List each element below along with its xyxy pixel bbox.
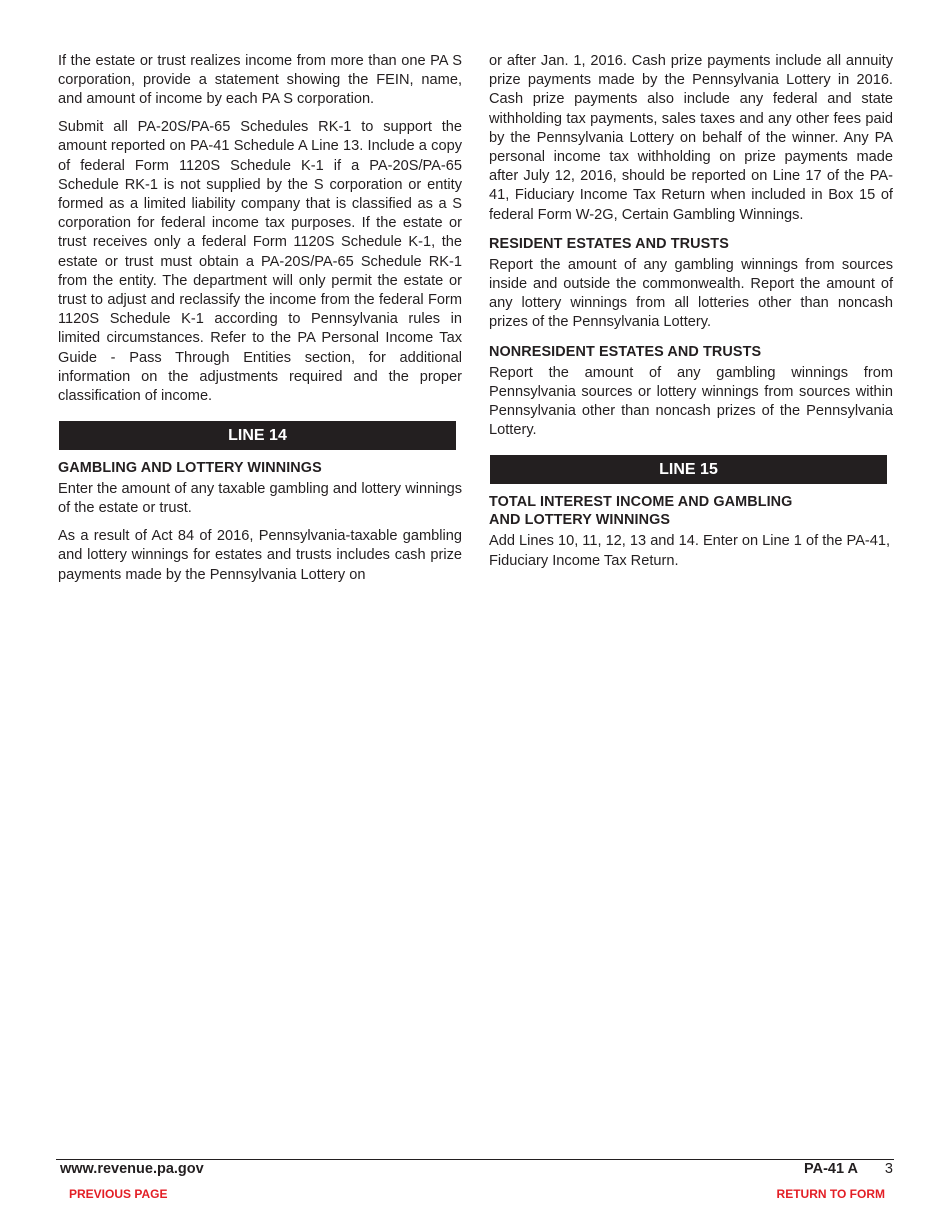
cash-prize-continuation-paragraph: or after Jan. 1, 2016. Cash prize payments include all annuity prize payments made by the Pennsylvania Lottery in 2016. Cash prize payments also include any federal and state withholding tax payments, sales taxes and any other fees paid by the Pennsylvania Lottery on behalf of the winner. Any PA personal income tax withholding on prize payments made after July 12, 2016, should be reported on Line 17 of the PA-41, Fiduciary Income Tax Return when included in Box 15 of federal Form W-2G, Certain Gambling Winnings. [489,53,893,223]
total-interest-heading-line-2: AND LOTTERY WINNINGS [489,512,671,529]
nonresident-estates-heading: NONRESIDENT ESTATES AND TRUSTS [489,343,762,360]
gambling-winnings-paragraph: Enter the amount of any taxable gambling and lottery winnings of the estate or trust. [58,481,462,517]
footer-form-name: PA-41 A [804,1161,858,1177]
s-corp-statement-paragraph: If the estate or trust realizes income from more than one PA S corporation, provide a statement showing the FEIN, name, and amount of income by each PA S corporation. [58,53,462,108]
previous-page-link[interactable]: PREVIOUS PAGE [69,1187,168,1201]
total-interest-heading-line-1: TOTAL INTEREST INCOME AND GAMBLING [489,494,793,511]
nonresident-estates-paragraph: Report the amount of any gambling winnings from Pennsylvania sources or lottery winnings from sources within Pennsylvania other than noncash prizes of the Pennsylvania Lottery. [489,364,893,439]
return-to-form-link[interactable]: RETURN TO FORM [776,1187,885,1201]
total-interest-paragraph: Add Lines 10, 11, 12, 13 and 14. Enter on Line 1 of the PA-41, Fiduciary Income Tax Return. [489,533,891,569]
resident-estates-heading: RESIDENT ESTATES AND TRUSTS [489,235,729,252]
schedule-rk1-paragraph: Submit all PA-20S/PA-65 Schedules RK-1 to support the amount reported on PA-41 Schedule A Line 13. Include a copy of federal Form 1120S Schedule K-1 if a PA-20S/PA-65 Schedule RK-1 is not supplied by the S corporation or entity formed as a limited liability company that is classified as a S corporation for federal income tax purposes. If the estate or trust receives only a federal Form 1120S Schedule K-1, the estate or trust must obtain a PA-20S/PA-65 Schedule RK-1 from the entity. The department will only permit the estate or trust to adjust and reclassify the income from the federal Form 1120S Schedule K-1 according to Pennsylvania rules in limited circumstances. Refer to the PA Personal Income Tax Guide - Pass Through Entities section, for additional information on the adjustments required and the proper classification of income. [58,119,462,405]
footer-website: www.revenue.pa.gov [60,1161,204,1177]
gambling-winnings-heading: GAMBLING AND LOTTERY WINNINGS [58,460,322,477]
act-84-paragraph: As a result of Act 84 of 2016, Pennsylvania-taxable gambling and lottery winnings for estates and trusts includes cash prize payments made by the Pennsylvania Lottery on [58,528,462,583]
left-column [58,52,462,593]
right-column [489,52,893,579]
total-interest-heading [489,493,893,529]
footer-page-number: 3 [884,1161,893,1177]
resident-estates-paragraph: Report the amount of any gambling winnings from sources inside and outside the commonwealth. Report the amount of any lottery winnings from all lotteries other than noncash prizes of the Pennsylvania Lottery. [489,256,893,331]
line-14-header-bar: LINE 14 [59,421,456,450]
line-15-header-bar: LINE 15 [490,455,887,484]
